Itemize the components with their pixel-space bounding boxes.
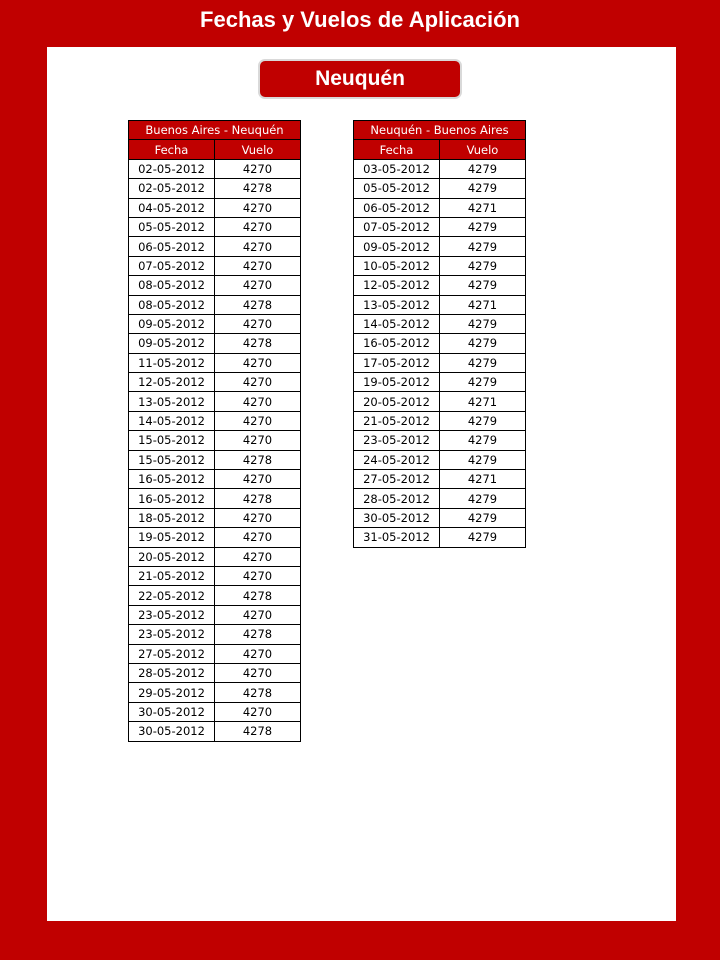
cell-fecha: 15-05-2012: [129, 450, 215, 469]
page-title: Fechas y Vuelos de Aplicación: [200, 7, 520, 32]
region-badge: Neuquén: [258, 59, 462, 99]
table-row: [354, 276, 526, 295]
cell-vuelo: 4279: [440, 237, 526, 256]
cell-vuelo: 4270: [215, 353, 301, 372]
table-row: [354, 314, 526, 333]
cell-vuelo: 4270: [215, 663, 301, 682]
cell-vuelo: 4270: [215, 314, 301, 333]
cell-fecha: 09-05-2012: [354, 237, 440, 256]
cell-vuelo: 4271: [440, 198, 526, 217]
cell-vuelo: 4279: [440, 179, 526, 198]
cell-vuelo: 4279: [440, 450, 526, 469]
cell-vuelo: 4279: [440, 276, 526, 295]
cell-fecha: 28-05-2012: [354, 489, 440, 508]
cell-vuelo: 4270: [215, 256, 301, 275]
table-row: [129, 586, 301, 605]
cell-vuelo: 4271: [440, 295, 526, 314]
table-row: [354, 295, 526, 314]
table-row: [354, 353, 526, 372]
column-header-fecha: Fecha: [129, 140, 215, 159]
cell-fecha: 08-05-2012: [129, 295, 215, 314]
table-row: [354, 334, 526, 353]
table-body: [129, 159, 301, 741]
cell-fecha: 19-05-2012: [354, 373, 440, 392]
table-body: [354, 159, 526, 547]
table-row: [354, 528, 526, 547]
cell-vuelo: 4270: [215, 470, 301, 489]
table-row: [354, 489, 526, 508]
cell-vuelo: 4278: [215, 625, 301, 644]
cell-vuelo: 4270: [215, 198, 301, 217]
table-row: [129, 237, 301, 256]
table-row: [129, 528, 301, 547]
cell-vuelo: 4279: [440, 411, 526, 430]
cell-vuelo: 4270: [215, 508, 301, 527]
cell-vuelo: 4270: [215, 411, 301, 430]
cell-fecha: 21-05-2012: [129, 566, 215, 585]
cell-vuelo: 4270: [215, 547, 301, 566]
cell-fecha: 14-05-2012: [354, 314, 440, 333]
cell-vuelo: 4279: [440, 431, 526, 450]
cell-fecha: 15-05-2012: [129, 431, 215, 450]
cell-vuelo: 4271: [440, 392, 526, 411]
return-flights-table: [353, 120, 526, 548]
table-row: [129, 508, 301, 527]
table-row: [354, 159, 526, 178]
table-row: [129, 314, 301, 333]
cell-fecha: 29-05-2012: [129, 683, 215, 702]
table-row: [129, 334, 301, 353]
table-row: [354, 237, 526, 256]
cell-vuelo: 4278: [215, 450, 301, 469]
cell-fecha: 09-05-2012: [129, 334, 215, 353]
table-row: [129, 470, 301, 489]
table-row: [129, 566, 301, 585]
cell-fecha: 16-05-2012: [354, 334, 440, 353]
table-row: [354, 508, 526, 527]
cell-fecha: 30-05-2012: [129, 702, 215, 721]
cell-fecha: 02-05-2012: [129, 159, 215, 178]
cell-fecha: 08-05-2012: [129, 276, 215, 295]
cell-vuelo: 4270: [215, 566, 301, 585]
cell-fecha: 23-05-2012: [129, 625, 215, 644]
cell-fecha: 30-05-2012: [129, 722, 215, 741]
cell-fecha: 06-05-2012: [129, 237, 215, 256]
cell-vuelo: 4270: [215, 159, 301, 178]
table-row: [129, 217, 301, 236]
cell-fecha: 22-05-2012: [129, 586, 215, 605]
cell-fecha: 30-05-2012: [354, 508, 440, 527]
cell-vuelo: 4279: [440, 314, 526, 333]
cell-vuelo: 4270: [215, 237, 301, 256]
table-row: [354, 256, 526, 275]
table-row: [129, 159, 301, 178]
table-row: [129, 276, 301, 295]
table-row: [129, 625, 301, 644]
cell-fecha: 05-05-2012: [354, 179, 440, 198]
cell-vuelo: 4279: [440, 334, 526, 353]
table-row: [129, 702, 301, 721]
table-row: [129, 605, 301, 624]
table-row: [129, 179, 301, 198]
cell-fecha: 28-05-2012: [129, 663, 215, 682]
cell-fecha: 07-05-2012: [354, 217, 440, 236]
cell-fecha: 16-05-2012: [129, 470, 215, 489]
cell-fecha: 12-05-2012: [354, 276, 440, 295]
cell-fecha: 11-05-2012: [129, 353, 215, 372]
table-row: [354, 411, 526, 430]
cell-vuelo: 4270: [215, 392, 301, 411]
cell-vuelo: 4278: [215, 179, 301, 198]
cell-fecha: 31-05-2012: [354, 528, 440, 547]
table-route-title: Buenos Aires - Neuquén: [129, 121, 301, 140]
cell-fecha: 13-05-2012: [129, 392, 215, 411]
cell-vuelo: 4278: [215, 295, 301, 314]
table-row: [129, 683, 301, 702]
cell-fecha: 09-05-2012: [129, 314, 215, 333]
table-row: [129, 295, 301, 314]
table-row: [354, 217, 526, 236]
table-row: [129, 450, 301, 469]
cell-vuelo: 4270: [215, 702, 301, 721]
cell-vuelo: 4279: [440, 508, 526, 527]
cell-vuelo: 4279: [440, 373, 526, 392]
cell-fecha: 02-05-2012: [129, 179, 215, 198]
cell-fecha: 13-05-2012: [354, 295, 440, 314]
cell-vuelo: 4270: [215, 605, 301, 624]
cell-fecha: 20-05-2012: [354, 392, 440, 411]
cell-fecha: 10-05-2012: [354, 256, 440, 275]
cell-fecha: 12-05-2012: [129, 373, 215, 392]
table-row: [354, 373, 526, 392]
cell-vuelo: 4278: [215, 722, 301, 741]
cell-vuelo: 4279: [440, 159, 526, 178]
table-row: [129, 373, 301, 392]
cell-vuelo: 4270: [215, 373, 301, 392]
cell-fecha: 14-05-2012: [129, 411, 215, 430]
table-row: [129, 722, 301, 741]
cell-vuelo: 4271: [440, 470, 526, 489]
table-row: [129, 644, 301, 663]
column-header-vuelo: Vuelo: [215, 140, 301, 159]
cell-vuelo: 4279: [440, 353, 526, 372]
outbound-flights-table: [128, 120, 301, 742]
cell-vuelo: 4279: [440, 489, 526, 508]
cell-vuelo: 4279: [440, 528, 526, 547]
cell-fecha: 23-05-2012: [129, 605, 215, 624]
table-row: [354, 392, 526, 411]
column-header-fecha: Fecha: [354, 140, 440, 159]
cell-fecha: 27-05-2012: [129, 644, 215, 663]
table-row: [354, 431, 526, 450]
cell-vuelo: 4278: [215, 489, 301, 508]
table-route-title: Neuquén - Buenos Aires: [354, 121, 526, 140]
cell-fecha: 05-05-2012: [129, 217, 215, 236]
table-row: [129, 392, 301, 411]
table-row: [129, 198, 301, 217]
cell-fecha: 21-05-2012: [354, 411, 440, 430]
content-panel: [47, 47, 676, 921]
table-row: [354, 450, 526, 469]
table-row: [129, 547, 301, 566]
cell-vuelo: 4270: [215, 431, 301, 450]
cell-vuelo: 4270: [215, 276, 301, 295]
cell-fecha: 06-05-2012: [354, 198, 440, 217]
cell-fecha: 27-05-2012: [354, 470, 440, 489]
cell-vuelo: 4279: [440, 256, 526, 275]
table-row: [354, 198, 526, 217]
cell-fecha: 20-05-2012: [129, 547, 215, 566]
cell-vuelo: 4278: [215, 334, 301, 353]
cell-vuelo: 4278: [215, 683, 301, 702]
cell-vuelo: 4270: [215, 644, 301, 663]
table-row: [354, 470, 526, 489]
cell-fecha: 24-05-2012: [354, 450, 440, 469]
table-row: [129, 353, 301, 372]
table-row: [129, 431, 301, 450]
table-row: [354, 179, 526, 198]
cell-fecha: 03-05-2012: [354, 159, 440, 178]
cell-fecha: 23-05-2012: [354, 431, 440, 450]
cell-fecha: 16-05-2012: [129, 489, 215, 508]
table-row: [129, 256, 301, 275]
cell-vuelo: 4279: [440, 217, 526, 236]
cell-fecha: 19-05-2012: [129, 528, 215, 547]
table-row: [129, 489, 301, 508]
cell-fecha: 17-05-2012: [354, 353, 440, 372]
cell-fecha: 07-05-2012: [129, 256, 215, 275]
cell-fecha: 18-05-2012: [129, 508, 215, 527]
column-header-vuelo: Vuelo: [440, 140, 526, 159]
cell-fecha: 04-05-2012: [129, 198, 215, 217]
cell-vuelo: 4270: [215, 217, 301, 236]
cell-vuelo: 4270: [215, 528, 301, 547]
cell-vuelo: 4278: [215, 586, 301, 605]
table-row: [129, 663, 301, 682]
table-row: [129, 411, 301, 430]
